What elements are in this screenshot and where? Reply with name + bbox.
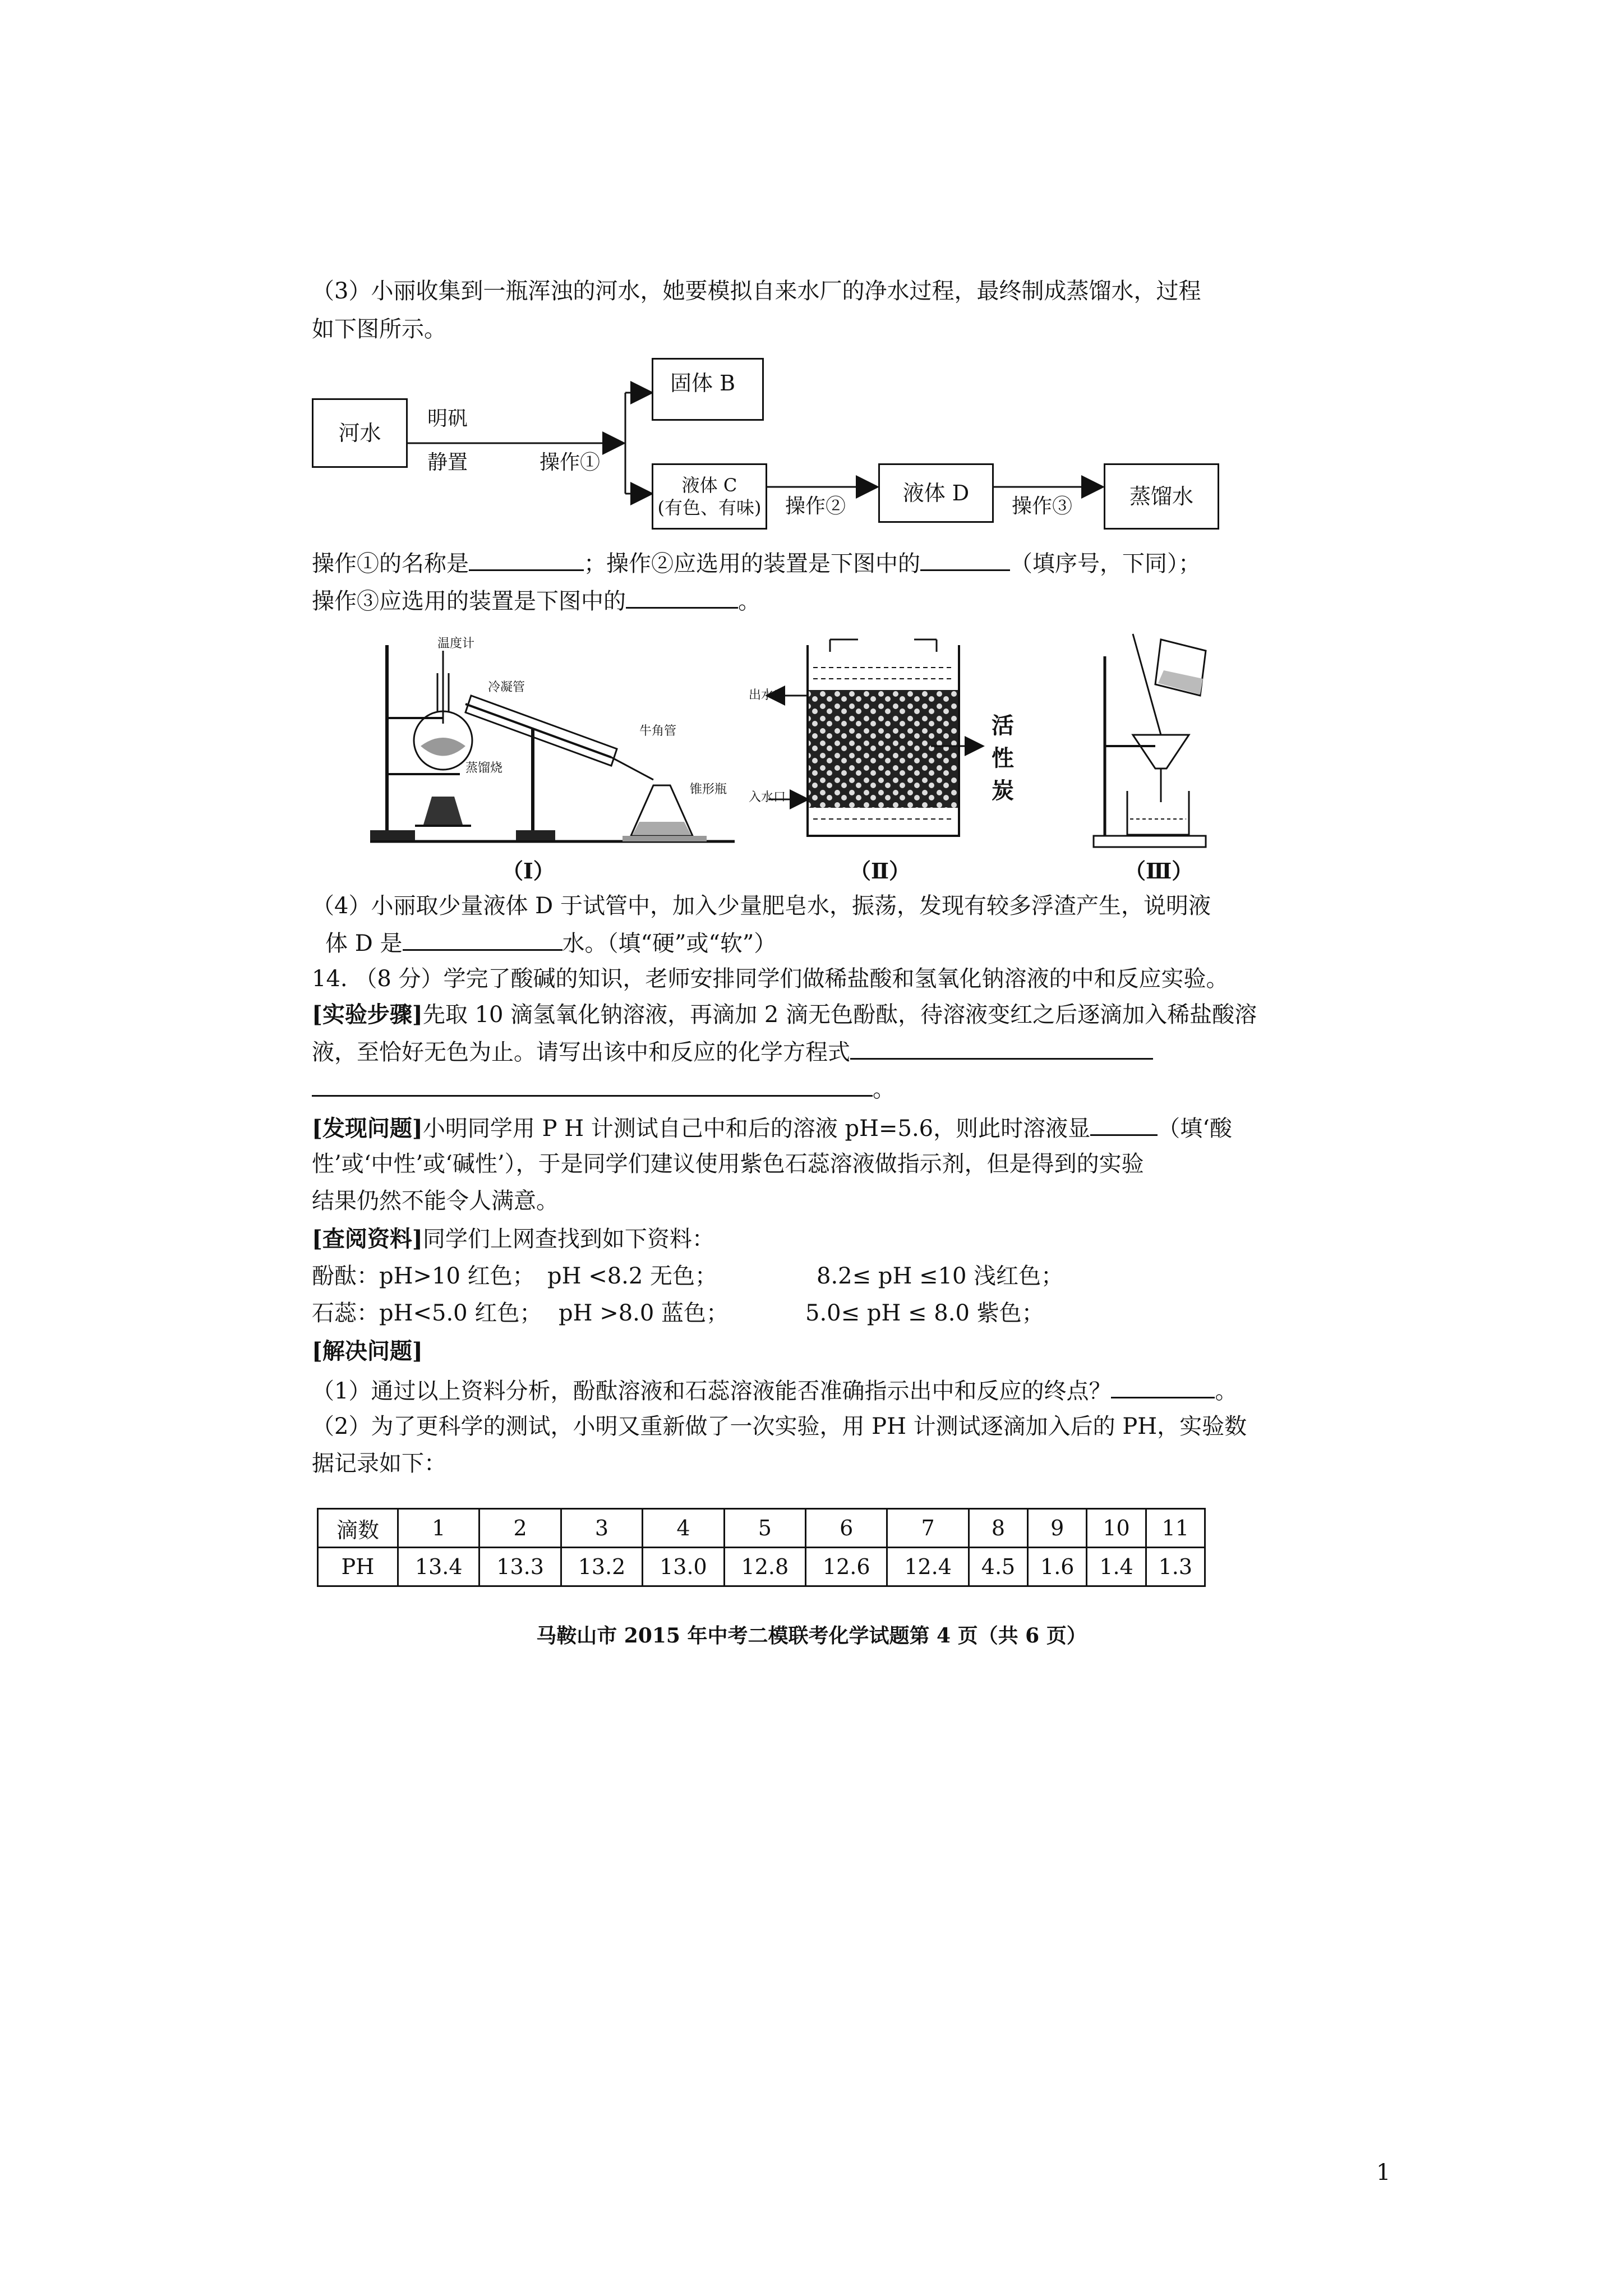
litmus-purple: 5.0≤ pH ≤ 8.0 紫色； bbox=[805, 1300, 1044, 1326]
table-cell-ph: 12.8 bbox=[724, 1548, 805, 1586]
table-cell-drop: 11 bbox=[1146, 1509, 1205, 1548]
solve-line2: （2）为了更科学的测试，小明又重新做了一次实验，用 PH 计测试逐滴加入后的 PH，实验数 bbox=[312, 1414, 1247, 1439]
solid-b-box: 固体 B bbox=[652, 358, 764, 421]
caption-3: （Ⅲ） bbox=[1124, 858, 1193, 884]
op2-label: 操作② bbox=[785, 495, 846, 518]
table-cell-drop: 3 bbox=[561, 1509, 642, 1548]
table-cell-drop: 2 bbox=[479, 1509, 561, 1548]
table-cell-drop: 4 bbox=[643, 1509, 724, 1548]
find-line2: 性’或‘中性’或‘碱性’），于是同学们建议使用紫色石蕊溶液做指示剂，但是得到的实验 bbox=[312, 1151, 1144, 1177]
table-header-drops: 滴数 bbox=[318, 1509, 398, 1548]
q3-ask-line1 bbox=[312, 547, 1220, 579]
q4-2b: 水。（填“硬”或“软”） bbox=[562, 931, 777, 956]
table-cell-drop: 8 bbox=[969, 1509, 1027, 1548]
find-text-1a: 小明同学用 P H 计测试自己中和后的溶液 pH=5.6，则此时溶液显 bbox=[422, 1116, 1091, 1142]
carbon-char-3: 炭 bbox=[992, 777, 1014, 804]
steps-line3 bbox=[312, 1073, 1220, 1105]
table-cell-drop: 1 bbox=[398, 1509, 479, 1548]
hard-soft-answer-blank[interactable] bbox=[403, 927, 562, 951]
table-cell-ph: 4.5 bbox=[969, 1548, 1027, 1586]
table-row-drops bbox=[318, 1509, 1205, 1548]
q4-line1: （4）小丽取少量液体 D 于试管中，加入少量肥皂水，振荡，发现有较多浮渣产生，说明液 bbox=[312, 893, 1211, 919]
op1-answer-blank[interactable] bbox=[469, 547, 584, 571]
thermometer-label: 温度计 bbox=[437, 637, 475, 651]
table-row-ph bbox=[318, 1548, 1205, 1586]
steps-line1 bbox=[312, 1000, 1257, 1030]
water-inlet-label: 入水口 bbox=[749, 790, 786, 804]
water-outlet-label: 出水口 bbox=[749, 688, 786, 702]
q14-line1: 14. （8 分）学完了酸碱的知识，老师安排同学们做稀盐酸和氢氧化钠溶液的中和反应实验。 bbox=[312, 966, 1229, 992]
equation-answer-blank-1[interactable] bbox=[850, 1036, 1153, 1060]
op2-answer-blank[interactable] bbox=[920, 547, 1010, 571]
q3-ask-2a: 操作③应选用的装置是下图中的 bbox=[312, 588, 626, 614]
table-cell-drop: 7 bbox=[887, 1509, 969, 1548]
q3-intro-line2: 如下图所示。 bbox=[312, 316, 446, 342]
q3-ask-1c: （填序号，下同）； bbox=[1010, 551, 1201, 577]
liquid-c-label: 液体 C bbox=[681, 475, 737, 496]
solve-tag-line bbox=[312, 1336, 1220, 1366]
solve-period: 。 bbox=[1215, 1378, 1238, 1404]
table-cell-ph: 13.2 bbox=[561, 1548, 642, 1586]
distillation-drawing bbox=[348, 628, 740, 853]
caption-1: （Ⅰ） bbox=[502, 858, 555, 884]
ph-data-table bbox=[317, 1508, 1206, 1587]
river-water-box: 河水 bbox=[312, 398, 408, 468]
liquid-c-box bbox=[652, 463, 767, 530]
find-text-1b: （填‘酸 bbox=[1158, 1116, 1232, 1142]
settle-label: 静置 bbox=[427, 451, 468, 474]
liquid-d-box: 液体 D bbox=[878, 463, 994, 523]
caption-2: （Ⅱ） bbox=[850, 858, 911, 884]
solve-line1 bbox=[312, 1374, 1238, 1406]
q3-ask-1b: ；操作②应选用的装置是下图中的 bbox=[584, 551, 920, 577]
alum-label: 明矾 bbox=[427, 407, 468, 430]
filtration-drawing bbox=[1077, 623, 1239, 853]
ref-tag: [查阅资料] bbox=[312, 1226, 423, 1252]
table-cell-ph: 12.6 bbox=[806, 1548, 887, 1586]
table-cell-drop: 10 bbox=[1087, 1509, 1146, 1548]
find-line3: 结果仍然不能令人满意。 bbox=[312, 1188, 559, 1214]
q4-2a: 体 D 是 bbox=[325, 931, 403, 956]
flow-arrows bbox=[0, 0, 1623, 539]
table-cell-ph: 13.3 bbox=[479, 1548, 561, 1586]
ref-line1 bbox=[312, 1224, 1220, 1254]
litmus-red: 石蕊：pH<5.0 红色； bbox=[312, 1300, 542, 1326]
ref-text-1: 同学们上网查找到如下资料： bbox=[422, 1226, 714, 1252]
steps-text-2: 液，至恰好无色为止。请写出该中和反应的化学方程式 bbox=[312, 1039, 850, 1065]
table-cell-ph: 1.6 bbox=[1028, 1548, 1087, 1586]
solve-line3: 据记录如下： bbox=[312, 1451, 446, 1476]
table-cell-drop: 5 bbox=[724, 1509, 805, 1548]
table-cell-drop: 6 bbox=[806, 1509, 887, 1548]
litmus-line bbox=[312, 1298, 1220, 1328]
table-cell-drop: 9 bbox=[1028, 1509, 1087, 1548]
solve-tag: [解决问题] bbox=[312, 1338, 423, 1364]
carbon-char-1: 活 bbox=[992, 712, 1014, 739]
adapter-label: 牛角管 bbox=[639, 724, 677, 738]
q3-intro-line1: （3）小丽收集到一瓶浑浊的河水，她要模拟自来水厂的净水过程，最终制成蒸馏水，过程 bbox=[312, 278, 1201, 304]
steps-tag: [实验步骤] bbox=[312, 1001, 423, 1028]
table-cell-ph: 13.0 bbox=[643, 1548, 724, 1586]
page-number: 1 bbox=[1376, 2160, 1391, 2185]
liquid-c-note: (有色、有味) bbox=[657, 497, 762, 518]
carbon-char-2: 性 bbox=[992, 745, 1014, 771]
solve-text-1: （1）通过以上资料分析，酚酞溶液和石蕊溶液能否准确指示出中和反应的终点？ bbox=[312, 1378, 1112, 1404]
equation-answer-blank-2[interactable] bbox=[312, 1073, 873, 1097]
conical-flask-label: 锥形瓶 bbox=[690, 783, 727, 797]
phenol-colorless: pH <8.2 无色； bbox=[547, 1263, 718, 1289]
op1-label: 操作① bbox=[540, 451, 601, 474]
steps-period: 。 bbox=[873, 1076, 895, 1102]
phenolphthalein-line bbox=[312, 1261, 1220, 1291]
endpoint-answer-blank[interactable] bbox=[1111, 1374, 1215, 1398]
table-header-ph: PH bbox=[318, 1548, 398, 1586]
phenol-pink: 8.2≤ pH ≤10 浅红色； bbox=[817, 1263, 1064, 1289]
op3-label: 操作③ bbox=[1012, 495, 1073, 518]
phenol-red: 酚酞：pH>10 红色； bbox=[312, 1263, 535, 1289]
table-cell-ph: 1.4 bbox=[1087, 1548, 1146, 1586]
condenser-label: 冷凝管 bbox=[488, 680, 525, 694]
steps-line2 bbox=[312, 1036, 1220, 1068]
q3-ask-1a: 操作①的名称是 bbox=[312, 551, 469, 577]
table-cell-ph: 13.4 bbox=[398, 1548, 479, 1586]
table-cell-ph: 12.4 bbox=[887, 1548, 969, 1586]
q4-line2 bbox=[325, 927, 1234, 959]
table-cell-ph: 1.3 bbox=[1146, 1548, 1205, 1586]
flask-label: 蒸馏烧 bbox=[465, 761, 503, 775]
page-footer: 马鞍山市 2015 年中考二模联考化学试题第 4 页（共 6 页） bbox=[536, 1624, 1087, 1648]
distilled-water-box: 蒸馏水 bbox=[1104, 463, 1219, 530]
steps-text-1: 先取 10 滴氢氧化钠溶液，再滴加 2 滴无色酚酞，待溶液变红之后逐滴加入稀盐酸溶 bbox=[422, 1002, 1257, 1028]
op3-answer-blank[interactable] bbox=[626, 585, 738, 609]
litmus-blue: pH >8.0 蓝色； bbox=[559, 1300, 729, 1326]
acidity-answer-blank[interactable] bbox=[1090, 1112, 1158, 1136]
q3-ask-line2 bbox=[312, 585, 1220, 616]
find-line1 bbox=[312, 1112, 1232, 1144]
find-tag: [发现问题] bbox=[312, 1115, 423, 1142]
q3-ask-2b: 。 bbox=[738, 588, 760, 614]
